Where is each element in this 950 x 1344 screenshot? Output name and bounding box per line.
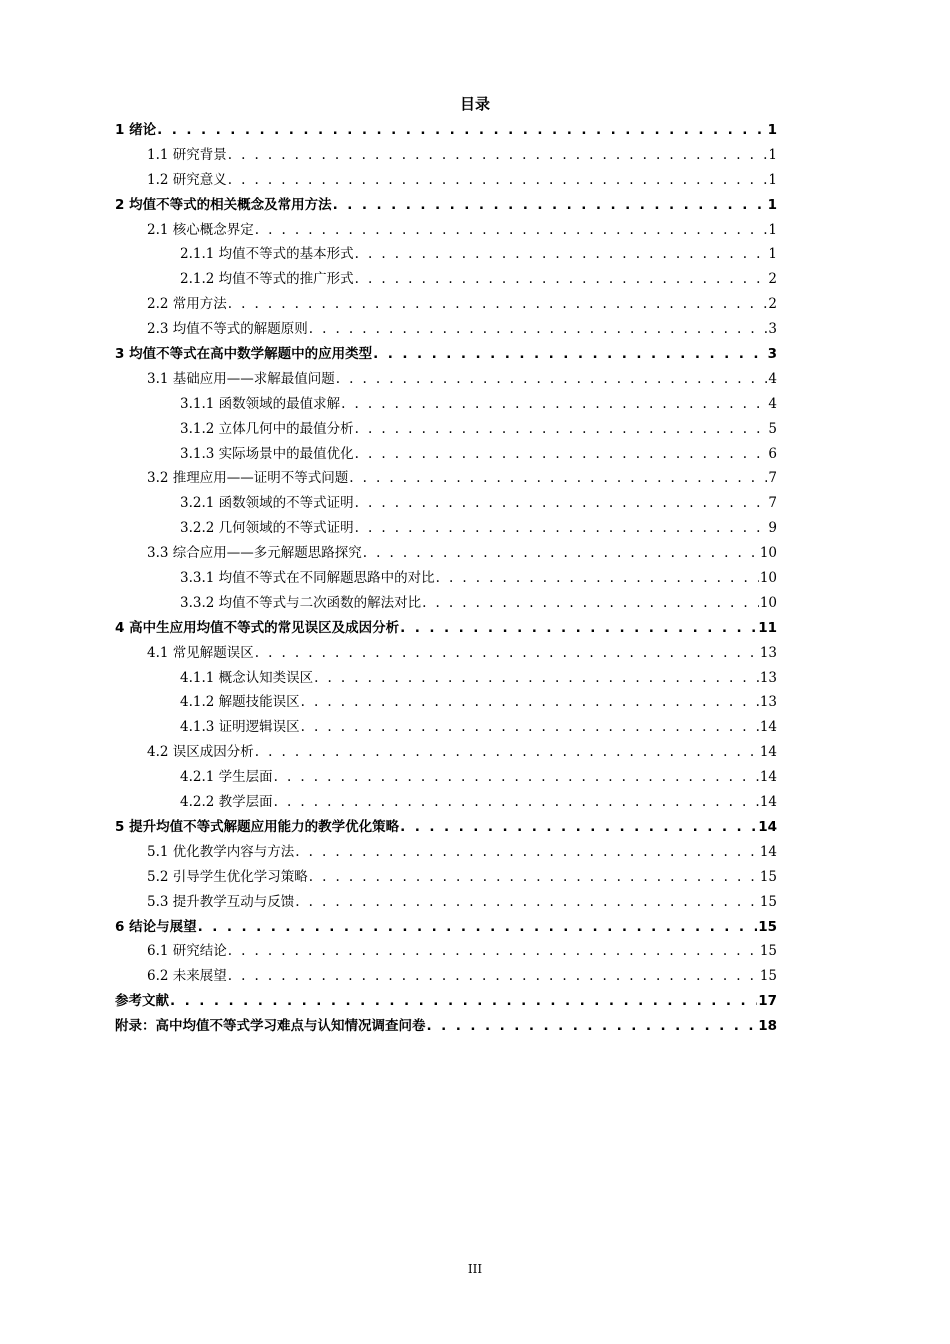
toc-entry-page: 2 <box>768 296 777 313</box>
toc-entry-page: 1 <box>768 246 777 263</box>
toc-entry-page: 13 <box>759 669 777 686</box>
toc-entry[interactable] <box>115 367 777 392</box>
toc-entry[interactable] <box>115 690 777 715</box>
toc-entry-page: 7 <box>768 495 777 512</box>
toc-entry-label: 3.2 推理应用——证明不等式问题 <box>147 470 349 487</box>
toc-entry-label: 2.2 常用方法 <box>147 296 227 313</box>
toc-entry-label: 3 均值不等式在高中数学解题中的应用类型 <box>115 346 373 363</box>
toc-entry-label: 3.2.1 函数领域的不等式证明 <box>180 495 354 512</box>
toc-entry[interactable] <box>115 939 777 964</box>
toc-entry-page: 1 <box>768 171 777 188</box>
toc-entry-label: 附录：高中均值不等式学习难点与认知情况调查问卷 <box>115 1018 426 1035</box>
toc-entry-page: 3 <box>767 346 777 363</box>
toc-dot-leader <box>314 666 759 691</box>
toc-entry-label: 6.2 未来展望 <box>147 968 227 985</box>
toc-entry-page: 1 <box>768 221 777 238</box>
toc-entry-label: 2.1.2 均值不等式的推广形式 <box>180 271 354 288</box>
toc-entry[interactable] <box>115 342 777 367</box>
toc-entry[interactable] <box>115 840 777 865</box>
toc-entry-page: 14 <box>759 744 777 761</box>
toc-entry-label: 5.3 提升教学互动与反馈 <box>147 893 295 910</box>
toc-dot-leader <box>274 765 759 790</box>
toc-dot-leader <box>255 218 768 243</box>
toc-dot-leader <box>295 840 759 865</box>
toc-entry-page: 1 <box>767 196 777 213</box>
toc-entry-label: 1.1 研究背景 <box>147 146 227 163</box>
toc-dot-leader <box>274 790 759 815</box>
toc-entry[interactable] <box>115 616 777 641</box>
toc-entry[interactable] <box>115 765 777 790</box>
toc-entry[interactable] <box>115 890 777 915</box>
toc-entry-page: 15 <box>759 943 777 960</box>
toc-dot-leader <box>373 342 767 367</box>
toc-entry-page: 7 <box>768 470 777 487</box>
toc-entry-page: 11 <box>758 619 777 636</box>
toc-entry-label: 3.3.1 均值不等式在不同解题思路中的对比 <box>180 570 435 587</box>
toc-entry[interactable] <box>115 964 777 989</box>
toc-entry-page: 10 <box>759 545 777 562</box>
toc-entry-page: 15 <box>758 918 777 935</box>
toc-entry[interactable] <box>115 417 777 442</box>
toc-entry-label: 4 高中生应用均值不等式的常见误区及成因分析 <box>115 619 400 636</box>
toc-dot-leader <box>355 267 768 292</box>
toc-entry-label: 6.1 研究结论 <box>147 943 227 960</box>
toc-entry-label: 6 结论与展望 <box>115 918 197 935</box>
toc-entry-label: 1 绪论 <box>115 122 157 138</box>
toc-entry-page: 14 <box>759 769 777 786</box>
toc-dot-leader <box>355 516 768 541</box>
toc-dot-leader <box>301 690 759 715</box>
toc-entry-label: 4.1.3 证明逻辑误区 <box>180 719 300 736</box>
toc-entry-label: 4.1 常见解题误区 <box>147 644 254 661</box>
toc-entry-page: 14 <box>759 794 777 811</box>
toc-entry-page: 4 <box>768 395 777 412</box>
toc-entry-page: 6 <box>768 445 777 462</box>
toc-entry[interactable] <box>115 242 777 267</box>
toc-entry-label: 3.3.2 均值不等式与二次函数的解法对比 <box>180 594 422 611</box>
toc-entry-label: 5 提升均值不等式解题应用能力的教学优化策略 <box>115 818 400 835</box>
toc-dot-leader <box>255 641 759 666</box>
toc-entry-page: 1 <box>768 146 777 163</box>
toc-entry[interactable] <box>115 491 777 516</box>
toc-dot-leader <box>363 541 759 566</box>
toc-entry[interactable] <box>115 865 777 890</box>
toc-entry-label: 3.2.2 几何领域的不等式证明 <box>180 520 354 537</box>
toc-entry[interactable] <box>115 442 777 467</box>
toc-entry[interactable] <box>115 292 777 317</box>
toc-dot-leader <box>355 417 768 442</box>
toc-dot-leader <box>228 143 768 168</box>
toc-entry-page: 10 <box>759 570 777 587</box>
toc-dot-leader <box>255 740 759 765</box>
toc-entry[interactable] <box>115 317 777 342</box>
toc-dot-leader <box>341 392 767 417</box>
toc-entry-page: 10 <box>759 594 777 611</box>
toc-entry[interactable] <box>115 118 777 143</box>
toc-entry-page: 14 <box>759 719 777 736</box>
toc-dot-leader <box>301 715 759 740</box>
toc-entry-page: 17 <box>758 993 777 1010</box>
toc-dot-leader <box>355 442 768 467</box>
toc-entry-label: 5.1 优化教学内容与方法 <box>147 843 295 860</box>
toc-entry-page: 9 <box>768 520 777 537</box>
toc-entry-label: 3.1.3 实际场景中的最值优化 <box>180 445 354 462</box>
toc-entry[interactable] <box>115 168 777 193</box>
toc-entry[interactable] <box>115 392 777 417</box>
toc-dot-leader <box>355 491 768 516</box>
toc-entry-page: 2 <box>768 271 777 288</box>
toc-dot-leader <box>228 168 768 193</box>
toc-entry[interactable] <box>115 516 777 541</box>
toc-entry[interactable] <box>115 566 777 591</box>
toc-entry-label: 3.1.1 函数领域的最值求解 <box>180 395 341 412</box>
toc-dot-leader <box>355 242 768 267</box>
toc-entry[interactable] <box>115 541 777 566</box>
toc-entry-page: 14 <box>759 843 777 860</box>
toc-dot-leader <box>157 118 767 143</box>
toc-entry[interactable] <box>115 218 777 243</box>
toc-dot-leader <box>309 865 759 890</box>
toc-entry-label: 4.1.1 概念认知类误区 <box>180 669 314 686</box>
toc-entry-page: 13 <box>759 694 777 711</box>
toc-entry-label: 4.2.1 学生层面 <box>180 769 273 786</box>
toc-entry[interactable] <box>115 815 777 840</box>
toc-entry-page: 15 <box>759 968 777 985</box>
toc-entry-page: 5 <box>768 420 777 437</box>
toc-entry-page: 14 <box>758 818 777 835</box>
toc-entry-label: 4.1.2 解题技能误区 <box>180 694 300 711</box>
toc-entry-label: 5.2 引导学生优化学习策略 <box>147 868 308 885</box>
toc-entry-page: 15 <box>759 868 777 885</box>
toc-title: 目录 <box>459 95 490 113</box>
toc-entry[interactable] <box>115 790 777 815</box>
toc-entry-label: 参考文献 <box>115 993 169 1010</box>
toc-entry-label: 4.2.2 教学层面 <box>180 794 273 811</box>
toc-entry-page: 15 <box>759 893 777 910</box>
toc-dot-leader <box>228 292 768 317</box>
toc-entry-label: 2.3 均值不等式的解题原则 <box>147 321 308 338</box>
toc-entry-page: 18 <box>758 1018 777 1035</box>
toc-entry-label: 2.1 核心概念界定 <box>147 221 254 238</box>
toc-entry-label: 2.1.1 均值不等式的基本形式 <box>180 246 354 263</box>
toc-entry[interactable] <box>115 715 777 740</box>
toc-entry-label: 1.2 研究意义 <box>147 171 227 188</box>
toc-entry-label: 2 均值不等式的相关概念及常用方法 <box>115 196 332 213</box>
toc-entry[interactable] <box>115 591 777 616</box>
toc-entry-label: 3.1 基础应用——求解最值问题 <box>147 370 335 387</box>
toc-dot-leader <box>400 815 757 840</box>
page-number: III <box>467 1262 483 1276</box>
toc-entry-label: 4.2 误区成因分析 <box>147 744 254 761</box>
toc-entry-page: 13 <box>759 644 777 661</box>
toc-entry[interactable] <box>115 143 777 168</box>
toc-entry[interactable] <box>115 915 777 940</box>
toc-dot-leader <box>400 616 757 641</box>
toc-dot-leader <box>336 367 768 392</box>
toc-dot-leader <box>427 1014 758 1039</box>
toc-dot-leader <box>228 964 759 989</box>
toc-dot-leader <box>349 466 767 491</box>
toc-entry[interactable] <box>115 193 777 218</box>
toc-entry-page: 4 <box>768 370 777 387</box>
toc-dot-leader <box>309 317 768 342</box>
toc-entry[interactable] <box>115 740 777 765</box>
toc-entry-label: 3.3 综合应用——多元解题思路探究 <box>147 545 362 562</box>
toc-entry-label: 3.1.2 立体几何中的最值分析 <box>180 420 354 437</box>
toc-entry[interactable] <box>115 666 777 691</box>
toc-entry[interactable] <box>115 466 777 491</box>
toc-dot-leader <box>436 566 759 591</box>
toc-entry-page: 1 <box>767 122 777 138</box>
toc-entry[interactable] <box>115 641 777 666</box>
toc-entry[interactable] <box>115 267 777 292</box>
toc-dot-leader <box>228 939 759 964</box>
toc-entry-page: 3 <box>768 321 777 338</box>
toc-entry[interactable] <box>115 989 777 1014</box>
toc-dot-leader <box>170 989 757 1014</box>
toc-entry[interactable] <box>115 1014 777 1039</box>
toc-dot-leader <box>422 591 759 616</box>
table-of-contents <box>115 118 777 1039</box>
toc-dot-leader <box>333 193 767 218</box>
toc-dot-leader <box>295 890 759 915</box>
toc-dot-leader <box>198 915 758 940</box>
